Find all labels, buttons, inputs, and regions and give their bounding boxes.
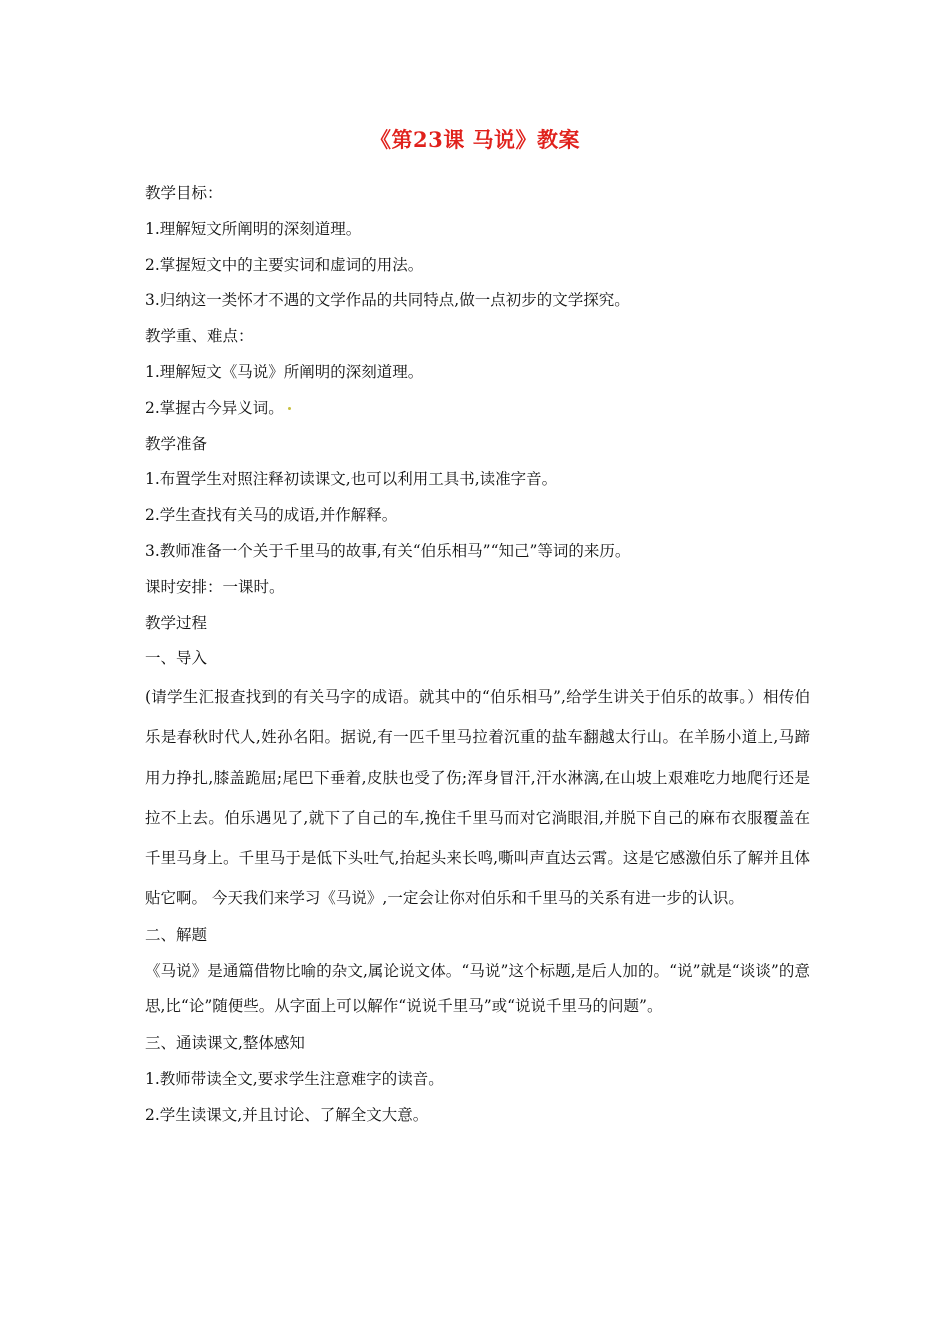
objective-item: 1.理解短文所阐明的深刻道理。 — [145, 219, 362, 238]
document-title: 《第23课 马说》教案 — [369, 127, 581, 152]
section-heading-title-explanation: 二、解题 — [145, 926, 208, 945]
reading-item: 2.学生读课文,并且讨论、了解全文大意。 — [145, 1105, 429, 1124]
stray-mark — [288, 407, 291, 410]
objective-item: 3.归纳这一类怀才不遇的文学作品的共同特点,做一点初步的文学探究。 — [145, 291, 630, 310]
preparation-item: 3.教师准备一个关于千里马的故事,有关“伯乐相马”“知己”等词的来历。 — [145, 541, 631, 560]
key-point-text: 2.掌握古今异义词。 — [145, 398, 284, 417]
class-hours: 课时安排：一课时。 — [145, 577, 285, 596]
key-point-item — [145, 391, 810, 427]
section-heading-intro: 一、导入 — [145, 649, 208, 668]
preparation-item: 1.布置学生对照注释初读课文,也可以利用工具书,读准字音。 — [145, 470, 558, 489]
section-heading-reading: 三、通读课文,整体感知 — [145, 1034, 305, 1053]
heading-process: 教学过程 — [145, 613, 208, 632]
intro-paragraph: (请学生汇报查找到的有关马字的成语。就其中的“伯乐相马”,给学生讲关于伯乐的故事。）相传伯乐是春秋时代人,姓孙名阳。据说,有一匹千里马拉着沉重的盐车翻越太行山。在羊肠小道上,马蹄用力挣扎,膝盖跪屈;尾巴下垂着,皮肤也受了伤;浑身冒汗,汗水淋漓,在山坡上艰难吃力地爬行还是拉不上去。伯乐遇见了,就下了自己的车,挽住千里马而对它淌眼泪,并脱下自己的麻布衣服覆盖在千里马身上。千里马于是低下头吐气,抬起头来长鸣,嘶叫声直达云霄。这是它感激伯乐了解并且体贴它啊。 今天我们来学习《马说》,一定会让你对伯乐和千里马的关系有进一步的认识。 — [145, 688, 810, 908]
heading-objectives: 教学目标： — [145, 184, 223, 202]
objective-item: 2.掌握短文中的主要实词和虚词的用法。 — [145, 255, 424, 274]
heading-preparation: 教学准备 — [145, 434, 208, 453]
title-explanation-paragraph: 《马说》是通篇借物比喻的杂文,属论说文体。“马说”这个标题,是后人加的。“说”就是“谈谈”的意思,比“论”随便些。从字面上可以解作“说说千里马”或“说说千里马的问题”。 — [145, 962, 810, 1015]
heading-key-points: 教学重、难点： — [145, 327, 254, 346]
reading-item: 1.教师带读全文,要求学生注意难字的读音。 — [145, 1069, 444, 1088]
key-point-item: 1.理解短文《马说》所阐明的深刻道理。 — [145, 362, 424, 381]
document-body — [145, 176, 810, 1134]
preparation-item: 2.学生查找有关马的成语,并作解释。 — [145, 506, 398, 525]
